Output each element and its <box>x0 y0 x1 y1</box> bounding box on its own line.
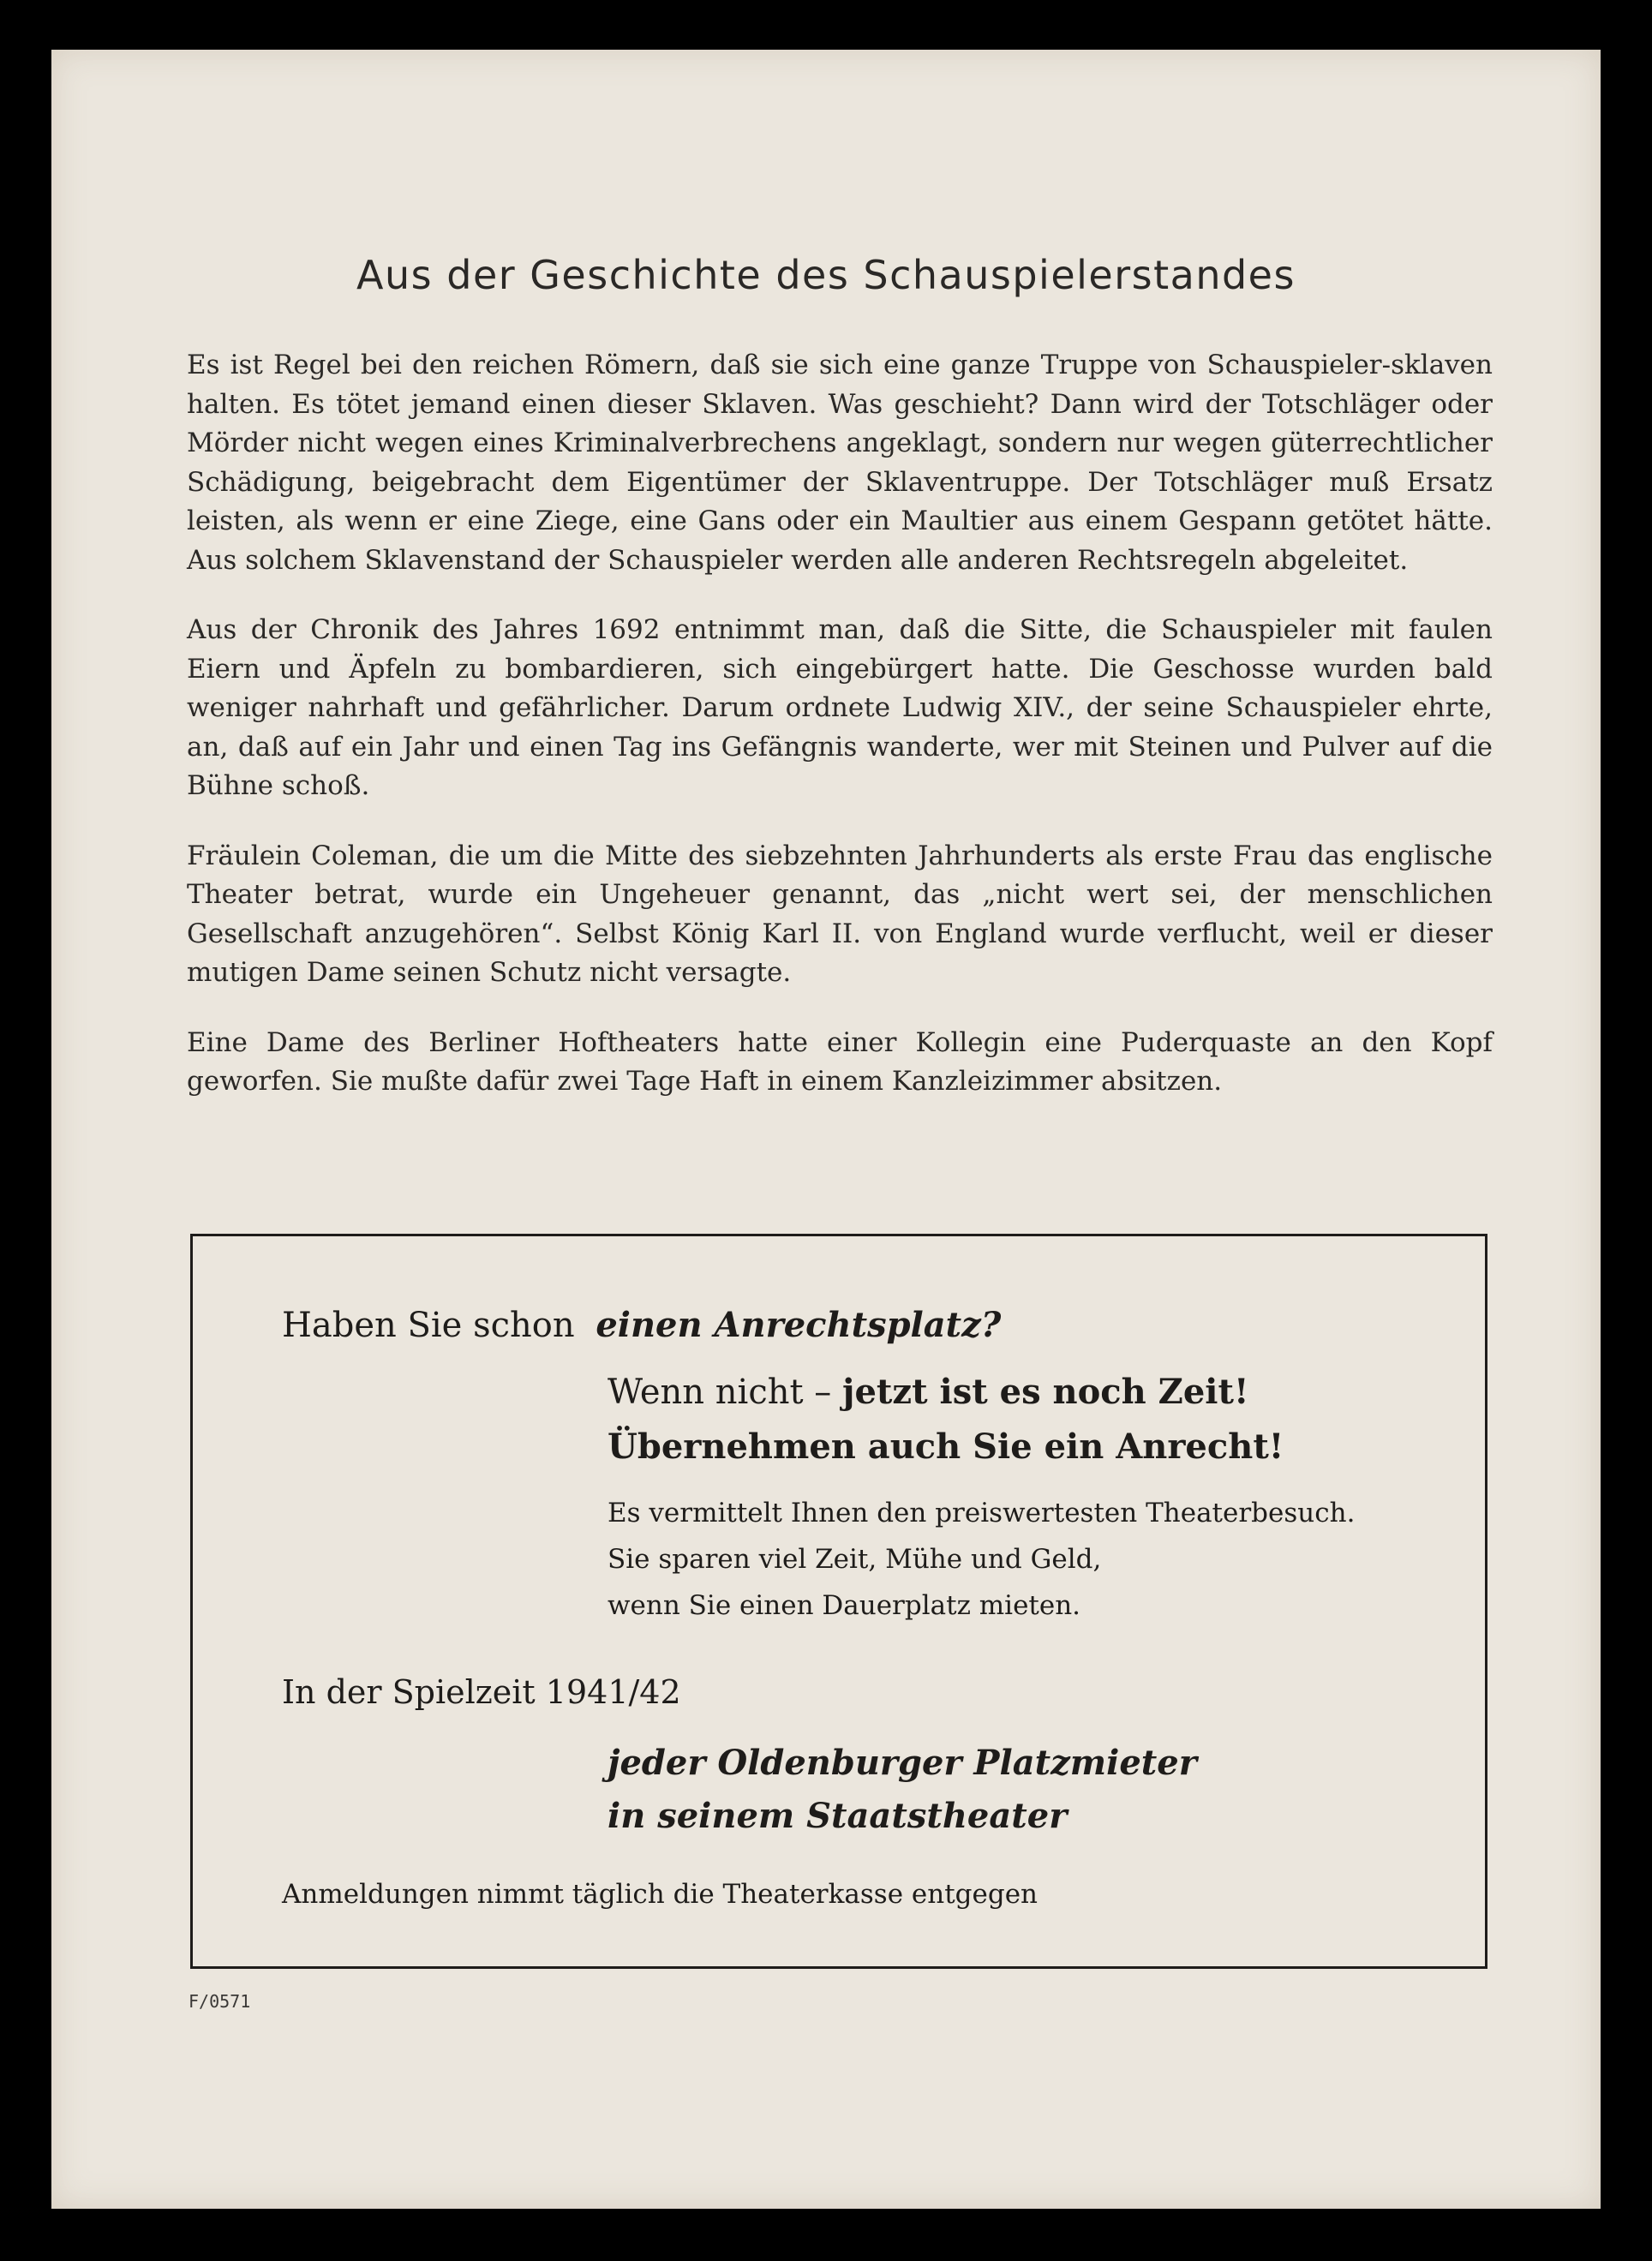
paragraph: Fräulein Coleman, die um die Mitte des siebzehnten Jahrhunderts als erste Frau das englische Theater betrat, wurde ein Ungeheuer genannt, das „nicht wert sei, der menschlichen Gesellschaft anzugehören“. Selbst König Karl II. von England wurde verflucht, weil er dieser mutigen Dame seinen Schutz nicht versagte. <box>187 840 1493 988</box>
paragraph: Es ist Regel bei den reichen Römern, daß sie sich eine ganze Truppe von Schauspieler-sklaven halten. Es tötet jemand einen dieser Sklaven. Was geschieht? Dann wird der Totschläger oder Mörder nicht wegen eines Kriminalverbrechens angeklagt, sondern nur wegen güterrechtlicher Schädigung, beigebracht dem Eigentümer der Sklaventruppe. Der Totschläger muß Ersatz leisten, als wenn er eine Ziege, eine Gans oder ein Maultier aus einem Gespann getötet hätte. Aus solchem Sklavenstand der Schauspieler werden alle anderen Rechtsregeln abgeleitet. <box>187 350 1493 576</box>
paragraph: Eine Dame des Berliner Hoftheaters hatte einer Kollegin eine Puderquaste an den Kopf geworfen. Sie mußte dafür zwei Tage Haft in einem Kanzleizimmer absitzen. <box>187 1026 1493 1097</box>
paragraph: Aus der Chronik des Jahres 1692 entnimmt man, daß die Sitte, die Schauspieler mit faulen Eiern und Äpfeln zu bombardieren, sich eingebürgert hatte. Die Geschosse wurden bald weniger nahrhaft und gefährlicher. Darum ordnete Ludwig XIV., der seine Schauspieler ehrte, an, daß auf ein Jahr und einen Tag ins Gefängnis wanderte, wer mit Steinen und Pulver auf die Bühne schoß. <box>187 614 1493 801</box>
ad-lead-line2: Übernehmen auch Sie ein Anrecht! <box>608 1427 1284 1467</box>
ad-slogan-line2: in seinem Staatstheater <box>608 1796 1068 1836</box>
ad-benefit-line: Es vermittelt Ihnen den preiswertesten Theaterbesuch. <box>608 1498 1356 1528</box>
article-body <box>187 346 1493 1133</box>
ad-registration-note: Anmeldungen nimmt täglich die Theaterkasse entgegen <box>282 1879 1038 1910</box>
ad-lead-bold: jetzt ist es noch Zeit! <box>842 1372 1249 1412</box>
subscription-ad-box <box>190 1234 1487 1969</box>
ad-lead-plain: Wenn nicht – <box>608 1373 832 1412</box>
ad-season: In der Spielzeit 1941/42 <box>282 1673 681 1711</box>
ad-question-highlight: einen Anrechtsplatz? <box>596 1305 1002 1345</box>
page-title: Aus der Geschichte des Schauspielerstandes <box>356 252 1296 298</box>
ad-question-prefix: Haben Sie schon <box>282 1306 575 1345</box>
ad-benefit-line: wenn Sie einen Dauerplatz mieten. <box>608 1590 1081 1621</box>
ad-benefit-line: Sie sparen viel Zeit, Mühe und Geld, <box>608 1544 1102 1575</box>
ad-lead <box>608 1365 1284 1474</box>
ad-question <box>282 1305 1001 1345</box>
ad-lead-line1 <box>608 1365 1284 1420</box>
document-page <box>51 50 1601 2209</box>
ad-benefits <box>608 1490 1355 1629</box>
ad-slogan-line1: jeder Oldenburger Platzmieter <box>608 1743 1197 1783</box>
print-code: F/0571 <box>189 1991 251 2012</box>
ad-slogan <box>608 1737 1197 1843</box>
